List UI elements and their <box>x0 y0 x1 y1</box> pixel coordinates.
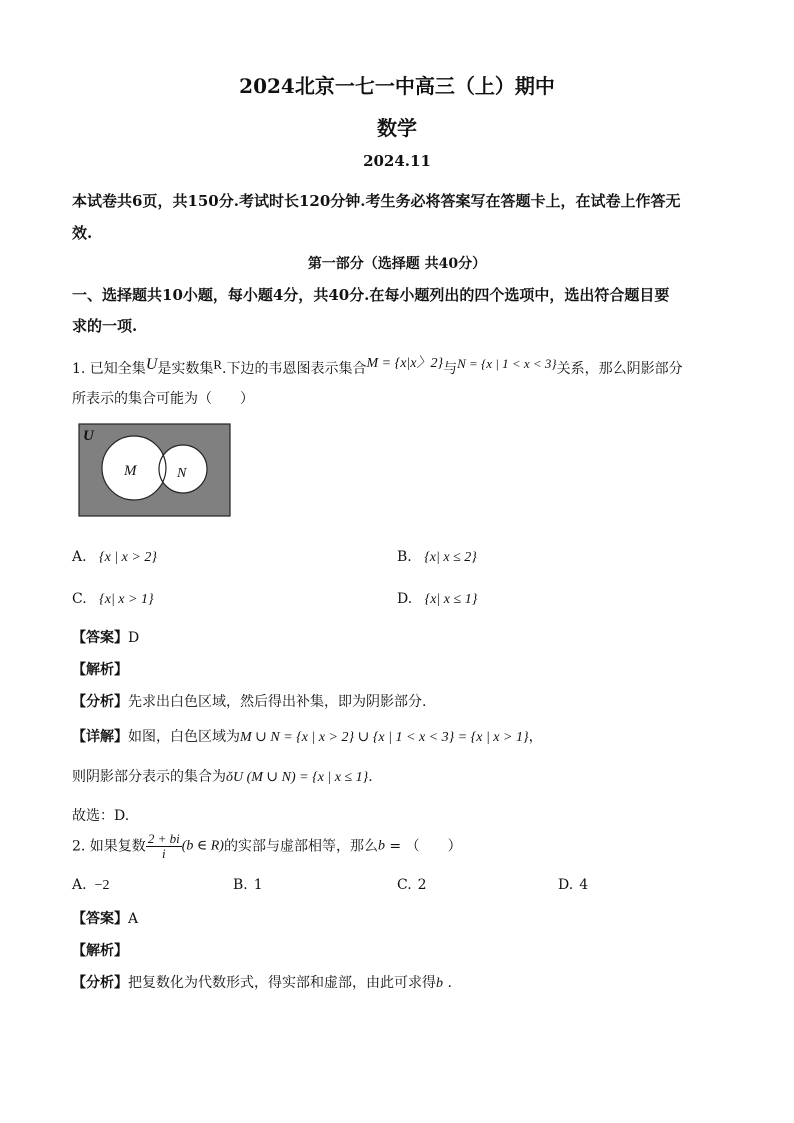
q1-stem-line-2: 所表示的集合可能为（ ） <box>72 391 254 407</box>
q1-option-B-text: {x| x ≤ 2} <box>424 550 477 565</box>
q1-option-D-text: {x| x ≤ 1} <box>424 592 478 607</box>
q1-prefix: 1. 已知全集 <box>72 361 146 377</box>
q1-option-B <box>397 549 477 566</box>
q2-option-A: A. −2 <box>72 877 110 893</box>
q1-shadow-text: 则阴影部分表示的集合为 <box>72 769 226 785</box>
q2-fenxi-text: 把复数化为代数形式，得实部和虚部，由此可求得 <box>128 975 436 991</box>
q1-option-A-label: A. <box>72 549 87 565</box>
q1-option-C-label: C. <box>72 591 87 607</box>
q2-option-C: C. 2 <box>397 877 427 893</box>
q1-shadow-math: ǒU (M ∪ N) = {x | x ≤ 1} <box>226 770 369 785</box>
q1-option-C <box>72 591 154 608</box>
q2-end: = （ ） <box>384 838 462 855</box>
q1-option-A-text: {x | x > 2} <box>99 550 157 565</box>
q2-fraction <box>146 832 182 861</box>
venn-label-N: N <box>177 466 187 481</box>
q1-option-A <box>72 549 157 566</box>
q1-set-M: M = {x|x〉2} <box>366 356 444 371</box>
q1-option-D-label: D. <box>397 591 413 607</box>
venn-label-U: U <box>83 428 94 444</box>
q2-stem <box>72 832 462 861</box>
q1-xiangjie-tag: 【详解】 <box>72 729 128 745</box>
q1-answer-tag: 【答案】 <box>72 630 128 646</box>
q2-frac-den: i <box>161 846 166 861</box>
q1-option-D <box>397 591 477 608</box>
q2-analysis-tag: 【解析】 <box>72 943 128 959</box>
q1-shadow-line: 则阴影部分表示的集合为ǒU (M ∪ N) = {x | x ≤ 1}. <box>72 769 373 785</box>
q2-prefix: 2. 如果复数 <box>72 838 146 855</box>
q1-analysis-tag: 【解析】 <box>72 662 128 678</box>
q2-answer-value: A <box>128 911 139 927</box>
q2-option-D: D. 4 <box>558 877 589 893</box>
instructions-line-1: 本试卷共6页，共150分.考试时长120分钟.考生务必将答案写在答题卡上，在试卷上作答无 <box>72 192 681 210</box>
q2-answer-tag: 【答案】 <box>72 911 128 927</box>
section-heading-line-1: 一、选择题共10小题，每小题4分，共40分.在每小题列出的四个选项中，选出符合题目要 <box>72 286 670 304</box>
part1-heading: 第一部分（选择题 共40分） <box>307 256 487 272</box>
q1-option-C-text: {x| x > 1} <box>99 592 154 607</box>
instructions-line-2: 效. <box>72 224 93 242</box>
q1-fenxi-tag: 【分析】 <box>72 694 128 710</box>
q1-set-N: N = {x | 1 < x < 3} <box>457 356 557 371</box>
q2-answer <box>72 908 138 928</box>
q1-mid1: 是实数集 <box>157 361 214 377</box>
q1-xiangjie-math: M ∪ N = {x | x > 2} ∪ {x | 1 < x < 3} = {x | x > 1} <box>240 730 529 745</box>
q1-universal-set: U <box>145 356 158 373</box>
q1-xiangjie: 【详解】如图，白色区域为M ∪ N = {x | x > 2} ∪ {x | 1 < x < 3} = {x | x > 1}， <box>72 729 543 745</box>
q1-answer-value: D <box>128 630 140 646</box>
q1-fenxi-text: 先求出白色区域，然后得出补集，即为阴影部分. <box>128 694 427 710</box>
q1-suffix: 关系，那么阴影部分 <box>556 361 683 377</box>
exam-title: 2024北京一七一中高三（上）期中 <box>239 74 555 98</box>
venn-label-M: M <box>124 463 137 479</box>
q2-condition: (b ∈ R) <box>181 838 224 854</box>
exam-date: 2024.11 <box>363 152 431 170</box>
q1-mid2: .下边的韦恩图表示集合 <box>222 361 367 377</box>
q1-choose: 故选：D. <box>72 808 130 824</box>
section-heading-line-2: 求的一项. <box>72 317 138 335</box>
q2-fenxi-tag: 【分析】 <box>72 975 128 991</box>
q1-xiangjie-text: 如图，白色区域为 <box>128 729 240 745</box>
q1-option-B-label: B. <box>397 549 412 565</box>
q2-b: b <box>377 838 385 854</box>
q2-suffix: 的实部与虚部相等，那么 <box>223 838 378 855</box>
subject-title: 数学 <box>377 116 417 140</box>
q1-mid3: 与 <box>443 361 458 377</box>
q1-fenxi <box>72 691 426 711</box>
q2-option-B: B. 1 <box>233 877 263 893</box>
q2-fenxi: 【分析】把复数化为代数形式，得实部和虚部，由此可求得b . <box>72 975 452 991</box>
q1-answer <box>72 627 139 647</box>
q2-frac-num: 2 + bi <box>147 831 180 846</box>
q1-real-set: R <box>213 357 223 372</box>
q1-stem-line-1 <box>72 358 683 378</box>
venn-diagram <box>78 423 231 517</box>
